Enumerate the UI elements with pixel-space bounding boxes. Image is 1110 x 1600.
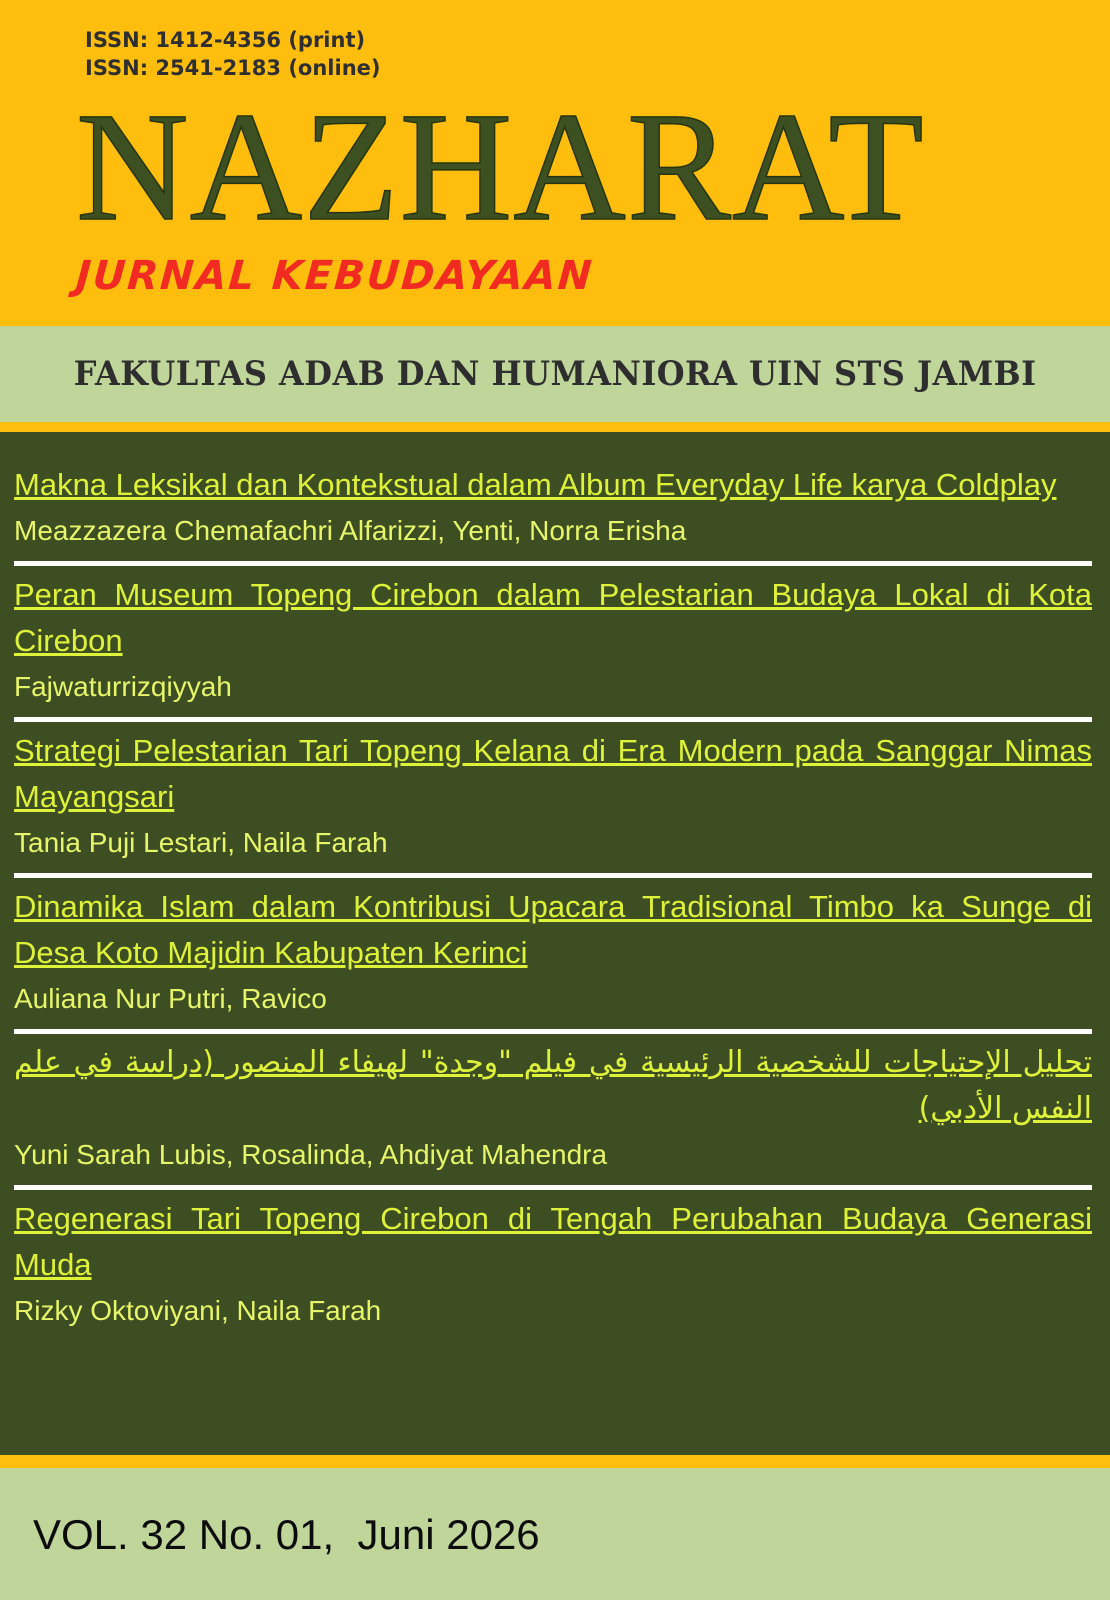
faculty-name: FAKULTAS ADAB DAN HUMANIORA UIN STS JAMBI [73,354,1037,394]
journal-name: NAZHARAT [76,80,925,253]
issn-print: ISSN: 1412-4356 (print) [85,28,366,52]
article-authors: Tania Puji Lestari, Naila Farah [14,827,388,858]
article-authors: Fajwaturrizqiyyah [14,671,232,702]
article-item [14,1040,1092,1190]
article-authors: Yuni Sarah Lubis, Rosalinda, Ahdiyat Mahendra [14,1139,608,1170]
article-title-link[interactable]: Dinamika Islam dalam Kontribusi Upacara Tradisional Timbo ka Sunge di Desa Koto Majidin Kabupaten Kerinci [14,889,1092,970]
issn-online: ISSN: 2541-2183 (online) [85,56,381,80]
article-title-link-arabic[interactable]: تحليل الإحتياجات للشخصية الرئيسية في فيلم "وجدة" لهيفاء المنصور (دراسة في علم النفس الأدبي) [14,1045,1092,1126]
article-title-link[interactable]: Makna Leksikal dan Kontekstual dalam Album Everyday Life karya Coldplay [14,467,1057,502]
article-authors: Meazzazera Chemafachri Alfarizzi, Yenti, Norra Erisha [14,515,687,546]
article-item [14,884,1092,1034]
article-item [14,728,1092,878]
journal-subtitle: JURNAL KEBUDAYAAN [74,253,596,299]
cover-header [0,0,1110,326]
issn-block [85,26,381,82]
article-item [14,462,1092,566]
volume-issue: VOL. 32 No. 01, Juni 2026 [33,1511,540,1558]
cover-footer [0,1468,1110,1600]
table-of-contents [0,432,1110,1455]
article-title-link[interactable]: Strategi Pelestarian Tari Topeng Kelana di Era Modern pada Sanggar Nimas Mayangsari [14,733,1092,814]
article-authors: Auliana Nur Putri, Ravico [14,983,327,1014]
article-item [14,572,1092,722]
article-authors: Rizky Oktoviyani, Naila Farah [14,1295,382,1326]
article-title-link[interactable]: Peran Museum Topeng Cirebon dalam Pelestarian Budaya Lokal di Kota Cirebon [14,577,1092,658]
article-item [14,1196,1092,1341]
faculty-band [0,326,1110,422]
article-title-link[interactable]: Regenerasi Tari Topeng Cirebon di Tengah Perubahan Budaya Generasi Muda [14,1201,1092,1282]
